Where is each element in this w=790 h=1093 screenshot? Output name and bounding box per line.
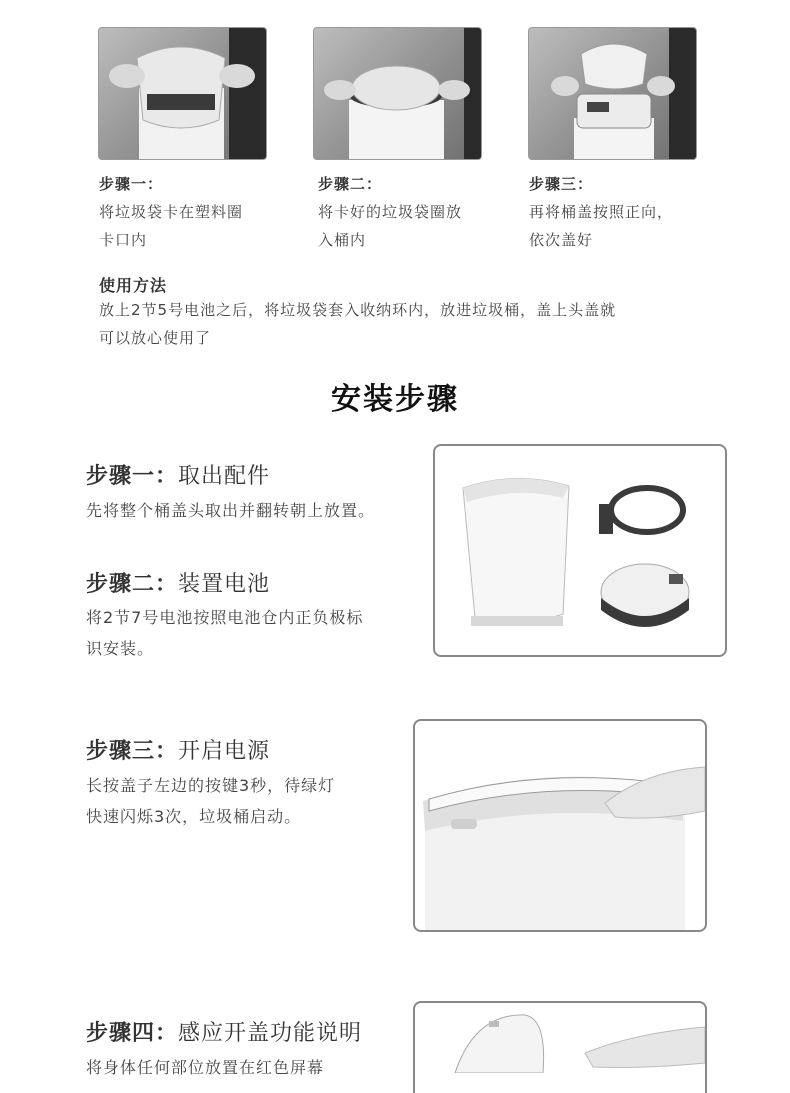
install-step4-label: 步骤四：	[86, 1021, 179, 1046]
install-step2-heading	[86, 567, 270, 598]
install-step4-desc: 将身体任何部位放置在红色屏幕	[86, 1058, 325, 1077]
usage-heading: 使用方法	[99, 276, 168, 295]
install-step4-heading	[86, 1016, 362, 1047]
bin-with-bag-illustration	[314, 28, 481, 159]
step3-photo	[528, 27, 697, 160]
install-step3-desc: 长按盖子左边的按键3秒，待绿灯 快速闪烁3次，垃圾桶启动。	[86, 776, 336, 826]
install-step3-title: 开启电源	[178, 739, 271, 764]
install-step3-heading	[86, 734, 270, 765]
install-step2-title: 装置电池	[178, 572, 271, 597]
accessories-image-frame	[433, 444, 727, 657]
install-step1-heading	[86, 459, 270, 490]
bin-lid-illustration	[529, 28, 696, 159]
power-on-image-frame	[413, 719, 707, 932]
top-step2-heading: 步骤二：	[318, 175, 383, 193]
top-step3-desc: 再将桶盖按照正向， 依次盖好	[529, 203, 674, 249]
top-step1-heading: 步骤一：	[99, 175, 164, 193]
top-step2-desc: 将卡好的垃圾袋圈放 入桶内	[318, 203, 463, 249]
power-button-illustration	[415, 721, 705, 930]
bag-ring-illustration	[99, 28, 266, 159]
sensor-lid-illustration	[415, 1003, 705, 1073]
install-step1-desc: 先将整个桶盖头取出并翻转朝上放置。	[86, 501, 376, 520]
install-step2-desc: 将2节7号电池按照电池仓内正负极标 识安装。	[86, 608, 364, 658]
install-step1-title: 取出配件	[178, 464, 271, 489]
usage-text: 放上2节5号电池之后，将垃圾袋套入收纳环内，放进垃圾桶，盖上头盖就 可以放心使用了	[99, 301, 617, 347]
step1-photo	[98, 27, 267, 160]
top-step3-heading: 步骤三：	[529, 175, 594, 193]
step2-photo	[313, 27, 482, 160]
install-step1-label: 步骤一：	[86, 464, 179, 489]
bin-accessories-illustration	[435, 446, 725, 655]
install-step3-label: 步骤三：	[86, 739, 179, 764]
section-title: 安装步骤	[331, 382, 459, 417]
install-step4-title: 感应开盖功能说明	[178, 1021, 363, 1046]
sensor-image-frame	[413, 1001, 707, 1093]
top-step1-desc: 将垃圾袋卡在塑料圈 卡口内	[99, 203, 244, 249]
install-step2-label: 步骤二：	[86, 572, 179, 597]
